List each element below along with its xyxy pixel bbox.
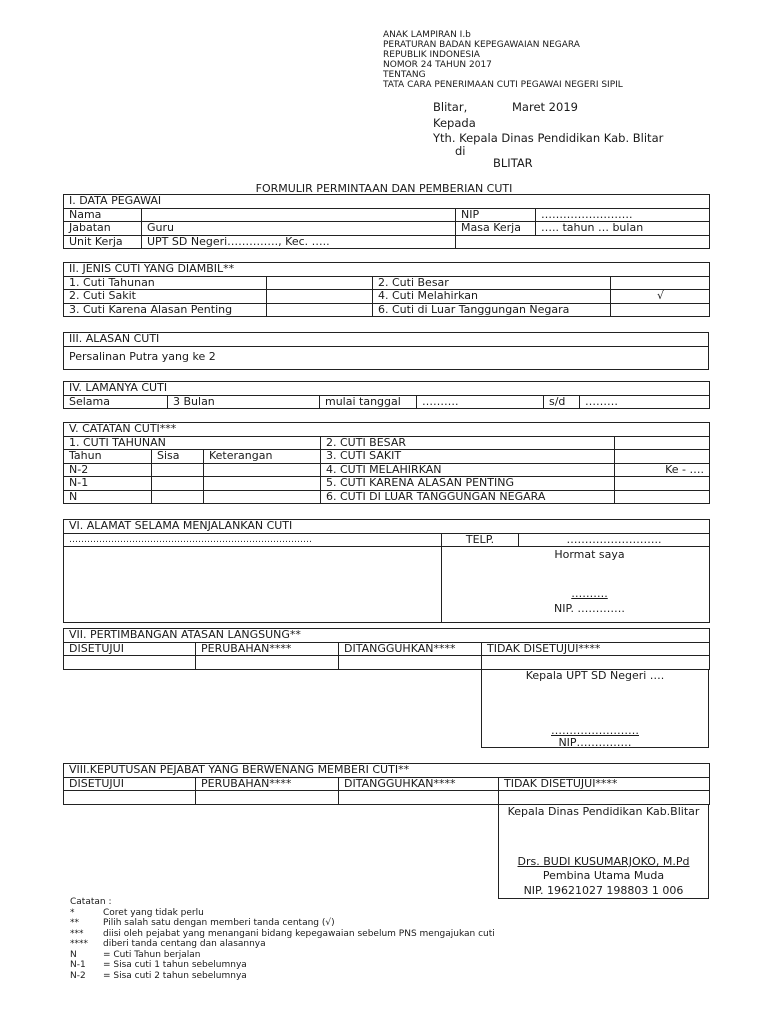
section-title: IV. LAMANYA CUTI [64,382,710,396]
supervisor-nip: NIP…………… [558,736,632,749]
supervisor-sign-line: …………………… [551,724,639,737]
decision-header-postponed: DITANGGUHKAN**** [339,642,482,656]
note-key: ** [70,918,79,928]
label-masa-kerja: Masa Kerja [456,222,536,236]
note-item [70,908,690,919]
leave-record-value[interactable] [615,436,710,450]
label-nip: NIP [456,208,536,222]
decision-header-changed: PERUBAHAN**** [196,642,339,656]
field-unit-extra[interactable] [456,235,710,249]
field-nip[interactable]: ……………………. [536,208,710,222]
official-signature [498,804,709,899]
signature-greeting: Hormat saya [554,548,625,561]
field-sd[interactable]: ……… [580,395,710,409]
note-item [70,918,690,929]
note-text: Coret yang tidak perlu [103,907,204,918]
leave-type-label: 3. Cuti Karena Alasan Penting [64,303,267,317]
attachment-line: REPUBLIK INDONESIA [383,50,480,60]
field-unit-kerja[interactable]: UPT SD Negeri……….…., Kec. ….. [142,235,456,249]
year-label: N [64,490,152,504]
note-key: *** [70,928,84,939]
official-title: Kepala Dinas Pendidikan Kab.Blitar [507,805,700,818]
decision-cell-changed[interactable] [196,656,339,670]
section-alamat-cuti [63,519,710,623]
attachment-line: TATA CARA PENERIMAAN CUTI PEGAWAI NEGERI SIPIL [383,80,623,90]
col-header-keterangan: Keterangan [204,450,321,464]
note-text: = Sisa cuti 1 tahun sebelumnya [103,960,247,970]
form-title: FORMULIR PERMINTAAN DAN PEMBERIAN CUTI [255,182,513,195]
attachment-line: PERATURAN BADAN KEPEGAWAIAN NEGARA [383,40,580,50]
attachment-line: NOMOR 24 TAHUN 2017 [383,60,492,70]
official-rank: Pembina Utama Muda [542,869,665,882]
col-header-tahun: Tahun [64,450,152,464]
address-to: Kepada [433,116,476,130]
leave-record-label: 3. CUTI SAKIT [321,450,615,464]
field-sisa[interactable] [152,463,204,477]
decision-header-approved: DISETUJUI [64,777,196,791]
note-key: **** [70,939,88,949]
leave-record-label: 4. CUTI MELAHIRKAN [321,463,615,477]
decision-cell-changed[interactable] [196,791,339,805]
field-sisa[interactable] [152,477,204,491]
decision-cell-postponed[interactable] [339,791,499,805]
section-title: III. ALASAN CUTI [64,333,709,347]
official-name: Drs. BUDI KUSUMARJOKO, M.Pd [517,855,690,868]
field-sisa[interactable] [152,490,204,504]
section-pertimbangan-atasan [63,628,710,670]
section-title: VI. ALAMAT SELAMA MENJALANKAN CUTI [64,520,710,534]
official-nip: NIP. 19621027 198803 1 006 [523,884,684,897]
attachment-line: ANAK LAMPIRAN I.b [383,30,471,40]
leave-record-label: 6. CUTI DI LUAR TANGGUNGAN NEGARA [321,490,615,504]
field-mulai[interactable]: ………. [417,395,544,409]
decision-header-approved: DISETUJUI [64,642,196,656]
label-telp: TELP. [442,533,519,547]
note-item [70,960,690,971]
leave-type-check[interactable] [267,276,373,290]
year-label: N-2 [64,463,152,477]
field-keterangan[interactable] [204,463,321,477]
decision-header-rejected: TIDAK DISETUJUI**** [499,777,710,791]
leave-type-check[interactable] [611,303,710,317]
note-item [70,939,690,950]
leave-type-check[interactable] [267,303,373,317]
note-item [70,971,690,982]
leave-record-label: 5. CUTI KARENA ALASAN PENTING [321,477,615,491]
section-title: VIII.KEPUTUSAN PEJABAT YANG BERWENANG MEMBERI CUTI** [64,764,710,778]
field-keterangan[interactable] [204,477,321,491]
section-data-pegawai [63,194,710,249]
note-key: * [70,907,75,918]
label-mulai: mulai tanggal [320,395,417,409]
leave-type-check[interactable] [611,276,710,290]
section-title: I. DATA PEGAWAI [64,195,710,209]
note-key: N [70,949,77,960]
field-keterangan[interactable] [204,490,321,504]
section-title: V. CATATAN CUTI*** [64,423,710,437]
leave-type-check-mark[interactable]: √ [611,290,710,304]
section-catatan-cuti [63,422,710,504]
attachment-line: TENTANG [383,70,426,80]
section-title: VII. PERTIMBANGAN ATASAN LANGSUNG** [64,629,710,643]
decision-header-changed: PERUBAHAN**** [196,777,339,791]
field-alasan[interactable]: Persalinan Putra yang ke 2 [64,346,709,369]
leave-type-label: 2. Cuti Besar [373,276,611,290]
leave-record-value[interactable] [615,477,710,491]
label-unit-kerja: Unit Kerja [64,235,142,249]
leave-type-check[interactable] [267,290,373,304]
address-date: Maret 2019 [512,100,578,114]
note-text: = Cuti Tahun berjalan [103,949,201,960]
address-recipient: Yth. Kepala Dinas Pendidikan Kab. Blitar [433,131,664,145]
signature-block [442,547,710,623]
leave-type-label: 2. Cuti Sakit [64,290,267,304]
note-text: = Sisa cuti 2 tahun sebelumnya [103,970,247,981]
section-jenis-cuti [63,262,710,317]
decision-cell-rejected[interactable] [482,656,710,670]
field-telp[interactable]: …………………….. [519,533,710,547]
note-text: Pilih salah satu dengan memberi tanda centang (√) [103,918,335,928]
leave-type-label: 1. Cuti Tahunan [64,276,267,290]
decision-cell-approved[interactable] [64,656,196,670]
section-title: II. JENIS CUTI YANG DIAMBIL** [64,263,710,277]
note-item [70,929,690,940]
note-item [70,950,690,961]
note-text: diisi oleh pejabat yang menangani bidang kepegawaian sebelum PNS mengajukan cuti [103,928,495,939]
address-block [433,99,753,171]
field-selama[interactable]: 3 Bulan [168,395,320,409]
address-city: BLITAR [493,156,533,170]
signature-nip: NIP. …………. [554,602,625,615]
section-alasan-cuti [63,332,709,370]
label-jabatan: Jabatan [64,222,142,236]
signature-line: ………. [571,587,608,600]
field-jabatan[interactable]: Guru [142,222,456,236]
decision-header-rejected: TIDAK DISETUJUI**** [482,642,710,656]
field-alamat-blank[interactable] [64,547,442,623]
decision-cell-approved[interactable] [64,791,196,805]
leave-type-label: 6. Cuti di Luar Tanggungan Negara [373,303,611,317]
field-alamat[interactable]: ……………………………………………………………………… [64,533,442,547]
leave-record-label: 2. CUTI BESAR [321,436,615,450]
leave-type-label: 4. Cuti Melahirkan [373,290,611,304]
note-text: diberi tanda centang dan alasannya [103,939,266,949]
section-lamanya-cuti [63,381,710,409]
subsection-title: 1. CUTI TAHUNAN [64,436,321,450]
year-label: N-1 [64,477,152,491]
address-di: di [455,144,466,158]
notes [70,897,690,981]
leave-record-value[interactable] [615,450,710,464]
label-sd: s/d [544,395,580,409]
decision-cell-rejected[interactable] [499,791,710,805]
label-selama: Selama [64,395,168,409]
leave-record-value[interactable]: Ke - …. [615,463,710,477]
col-header-sisa: Sisa [152,450,204,464]
notes-title: Catatan : [70,897,112,907]
field-masa-kerja[interactable]: ….. tahun … bulan [536,222,710,236]
note-key: N-2 [70,970,86,981]
field-nama[interactable] [142,208,456,222]
supervisor-signature [481,669,709,748]
section-keputusan-pejabat [63,763,710,805]
attachment-header [383,30,683,90]
decision-header-postponed: DITANGGUHKAN**** [339,777,499,791]
address-place: Blitar, [433,100,468,114]
supervisor-title: Kepala UPT SD Negeri …. [525,669,665,682]
note-key: N-1 [70,960,86,970]
decision-cell-postponed[interactable] [339,656,482,670]
leave-record-value[interactable] [615,490,710,504]
label-nama: Nama [64,208,142,222]
